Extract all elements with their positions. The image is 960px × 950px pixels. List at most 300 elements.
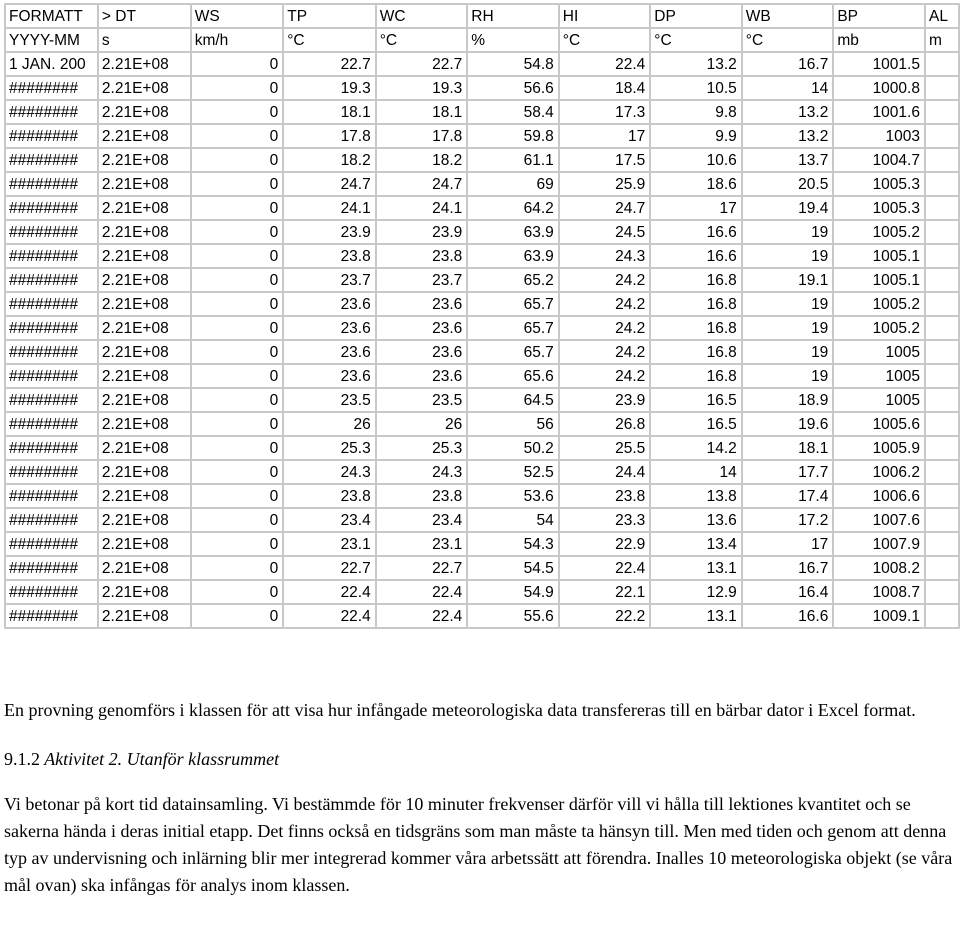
table-cell[interactable]: 0 <box>191 556 284 580</box>
table-cell[interactable]: 0 <box>191 124 284 148</box>
table-cell[interactable]: 23.6 <box>376 292 468 316</box>
table-cell[interactable]: 2.21E+08 <box>98 100 191 124</box>
table-cell[interactable]: 24.2 <box>559 364 651 388</box>
table-row <box>5 172 959 196</box>
table-cell[interactable]: 0 <box>191 148 284 172</box>
header-cell[interactable]: WC <box>376 4 468 28</box>
table-cell[interactable]: 55.6 <box>467 604 559 628</box>
table-cell[interactable]: 19 <box>742 220 834 244</box>
table-cell[interactable]: ######## <box>5 484 98 508</box>
table-cell[interactable] <box>925 412 959 436</box>
table-cell[interactable]: 17.2 <box>742 508 834 532</box>
table-cell[interactable]: 0 <box>191 604 284 628</box>
table-cell[interactable]: 23.8 <box>376 484 468 508</box>
table-cell[interactable]: 1000.8 <box>833 76 925 100</box>
header-cell[interactable]: BP <box>833 4 925 28</box>
table-cell[interactable]: ######## <box>5 508 98 532</box>
table-cell[interactable]: ######## <box>5 388 98 412</box>
table-cell[interactable]: 0 <box>191 436 284 460</box>
table-cell[interactable]: 58.4 <box>467 100 559 124</box>
table-cell[interactable] <box>925 196 959 220</box>
table-cell[interactable]: 13.1 <box>650 604 742 628</box>
table-cell[interactable]: 9.9 <box>650 124 742 148</box>
table-cell[interactable]: 1005.2 <box>833 292 925 316</box>
table-cell[interactable] <box>925 484 959 508</box>
table-cell[interactable]: 25.3 <box>283 436 376 460</box>
table-cell[interactable]: 13.4 <box>650 532 742 556</box>
table-cell[interactable]: 64.2 <box>467 196 559 220</box>
table-cell[interactable]: 1 JAN. 200 <box>5 52 98 76</box>
table-cell[interactable]: 0 <box>191 388 284 412</box>
table-cell[interactable]: 18.2 <box>283 148 376 172</box>
table-cell[interactable]: 22.1 <box>559 580 651 604</box>
table-cell[interactable] <box>925 436 959 460</box>
table-cell[interactable]: 1005 <box>833 364 925 388</box>
table-cell[interactable]: 22.4 <box>376 604 468 628</box>
table-cell[interactable]: ######## <box>5 100 98 124</box>
table-cell[interactable]: ######## <box>5 436 98 460</box>
table-cell[interactable]: 17 <box>742 532 834 556</box>
table-cell[interactable]: 1005.6 <box>833 412 925 436</box>
header-cell[interactable]: km/h <box>191 28 284 52</box>
table-cell[interactable]: 56 <box>467 412 559 436</box>
table-cell[interactable]: 64.5 <box>467 388 559 412</box>
table-cell[interactable]: 24.2 <box>559 316 651 340</box>
table-cell[interactable]: 59.8 <box>467 124 559 148</box>
table-cell[interactable]: 54.5 <box>467 556 559 580</box>
header-cell[interactable]: m <box>925 28 959 52</box>
table-cell[interactable] <box>925 220 959 244</box>
table-cell[interactable]: 1008.2 <box>833 556 925 580</box>
table-cell[interactable]: 24.7 <box>376 172 468 196</box>
table-cell[interactable]: 2.21E+08 <box>98 436 191 460</box>
table-cell[interactable]: 13.2 <box>742 124 834 148</box>
table-cell[interactable]: 23.8 <box>283 484 376 508</box>
table-cell[interactable]: 2.21E+08 <box>98 292 191 316</box>
table-cell[interactable]: 17 <box>559 124 651 148</box>
table-cell[interactable]: ######## <box>5 220 98 244</box>
table-cell[interactable] <box>925 148 959 172</box>
table-cell[interactable]: 19 <box>742 292 834 316</box>
table-cell[interactable]: 16.8 <box>650 268 742 292</box>
table-cell[interactable]: 18.1 <box>283 100 376 124</box>
table-cell[interactable]: 23.6 <box>283 364 376 388</box>
table-cell[interactable] <box>925 364 959 388</box>
table-cell[interactable] <box>925 172 959 196</box>
table-cell[interactable]: 1008.7 <box>833 580 925 604</box>
table-cell[interactable]: 16.5 <box>650 388 742 412</box>
table-cell[interactable]: 1005.3 <box>833 172 925 196</box>
table-cell[interactable]: 13.2 <box>650 52 742 76</box>
table-cell[interactable]: 24.7 <box>283 172 376 196</box>
table-cell[interactable]: 1005.2 <box>833 316 925 340</box>
table-cell[interactable] <box>925 124 959 148</box>
table-cell[interactable]: 0 <box>191 412 284 436</box>
table-cell[interactable]: 26 <box>376 412 468 436</box>
header-cell[interactable]: YYYY-MM <box>5 28 98 52</box>
table-cell[interactable]: 24.5 <box>559 220 651 244</box>
table-cell[interactable]: 18.1 <box>742 436 834 460</box>
table-cell[interactable]: 0 <box>191 76 284 100</box>
table-cell[interactable]: 2.21E+08 <box>98 52 191 76</box>
table-cell[interactable]: 1005.3 <box>833 196 925 220</box>
table-cell[interactable]: 16.7 <box>742 556 834 580</box>
table-cell[interactable] <box>925 268 959 292</box>
table-cell[interactable]: 65.7 <box>467 292 559 316</box>
table-cell[interactable]: 54.3 <box>467 532 559 556</box>
table-cell[interactable]: 61.1 <box>467 148 559 172</box>
table-cell[interactable]: 2.21E+08 <box>98 532 191 556</box>
table-cell[interactable]: 23.8 <box>283 244 376 268</box>
header-cell[interactable]: °C <box>650 28 742 52</box>
table-cell[interactable]: 1005.9 <box>833 436 925 460</box>
table-cell[interactable]: ######## <box>5 556 98 580</box>
table-row <box>5 76 959 100</box>
table-cell[interactable]: ######## <box>5 292 98 316</box>
table-cell[interactable]: 2.21E+08 <box>98 388 191 412</box>
table-cell[interactable]: 22.9 <box>559 532 651 556</box>
header-cell[interactable]: °C <box>376 28 468 52</box>
table-cell[interactable]: 0 <box>191 532 284 556</box>
table-cell[interactable]: ######## <box>5 172 98 196</box>
table-cell[interactable]: 24.7 <box>559 196 651 220</box>
table-cell[interactable]: 65.2 <box>467 268 559 292</box>
table-cell[interactable]: 14 <box>742 76 834 100</box>
table-cell[interactable]: ######## <box>5 76 98 100</box>
table-cell[interactable]: 2.21E+08 <box>98 484 191 508</box>
table-cell[interactable]: 19.4 <box>742 196 834 220</box>
table-row <box>5 340 959 364</box>
header-cell[interactable]: FORMATT <box>5 4 98 28</box>
table-cell[interactable] <box>925 556 959 580</box>
table-cell[interactable]: 1001.6 <box>833 100 925 124</box>
table-cell[interactable]: 65.7 <box>467 340 559 364</box>
table-cell[interactable]: 23.7 <box>283 268 376 292</box>
table-cell[interactable]: 1005 <box>833 388 925 412</box>
table-cell[interactable] <box>925 532 959 556</box>
table-cell[interactable]: 19 <box>742 364 834 388</box>
table-cell[interactable] <box>925 388 959 412</box>
table-cell[interactable]: 16.6 <box>650 244 742 268</box>
table-cell[interactable]: 1001.5 <box>833 52 925 76</box>
table-cell[interactable]: 10.5 <box>650 76 742 100</box>
table-cell[interactable]: 23.1 <box>283 532 376 556</box>
table-cell[interactable]: 2.21E+08 <box>98 340 191 364</box>
table-cell[interactable] <box>925 100 959 124</box>
header-cell[interactable]: % <box>467 28 559 52</box>
table-cell[interactable]: 69 <box>467 172 559 196</box>
table-cell[interactable]: 2.21E+08 <box>98 172 191 196</box>
header-cell[interactable]: °C <box>742 28 834 52</box>
table-cell[interactable]: 0 <box>191 52 284 76</box>
table-cell[interactable] <box>925 316 959 340</box>
table-cell[interactable] <box>925 76 959 100</box>
table-cell[interactable]: 2.21E+08 <box>98 604 191 628</box>
header-cell[interactable]: WB <box>742 4 834 28</box>
table-cell[interactable]: 23.6 <box>376 316 468 340</box>
table-cell[interactable]: 2.21E+08 <box>98 556 191 580</box>
table-cell[interactable] <box>925 460 959 484</box>
table-cell[interactable]: 19 <box>742 316 834 340</box>
table-cell[interactable]: 17.7 <box>742 460 834 484</box>
table-cell[interactable]: 23.6 <box>376 364 468 388</box>
table-cell[interactable]: ######## <box>5 532 98 556</box>
table-cell[interactable]: 52.5 <box>467 460 559 484</box>
table-cell[interactable]: 23.6 <box>376 340 468 364</box>
table-cell[interactable]: 0 <box>191 196 284 220</box>
table-cell[interactable]: 1004.7 <box>833 148 925 172</box>
table-cell[interactable]: 23.5 <box>376 388 468 412</box>
table-cell[interactable]: 14 <box>650 460 742 484</box>
table-cell[interactable]: 1007.6 <box>833 508 925 532</box>
table-cell[interactable]: 13.2 <box>742 100 834 124</box>
table-cell[interactable]: 56.6 <box>467 76 559 100</box>
table-cell[interactable]: 1005.2 <box>833 220 925 244</box>
table-cell[interactable]: 16.5 <box>650 412 742 436</box>
table-cell[interactable]: 25.5 <box>559 436 651 460</box>
table-cell[interactable]: ######## <box>5 124 98 148</box>
table-cell[interactable]: 54.8 <box>467 52 559 76</box>
table-cell[interactable] <box>925 340 959 364</box>
table-cell[interactable]: ######## <box>5 364 98 388</box>
table-cell[interactable]: 63.9 <box>467 220 559 244</box>
table-cell[interactable]: 2.21E+08 <box>98 124 191 148</box>
table-cell[interactable]: 0 <box>191 580 284 604</box>
table-cell[interactable]: 16.8 <box>650 340 742 364</box>
table-cell[interactable] <box>925 580 959 604</box>
table-cell[interactable]: 18.4 <box>559 76 651 100</box>
table-cell[interactable]: 0 <box>191 460 284 484</box>
table-cell[interactable]: 50.2 <box>467 436 559 460</box>
table-cell[interactable]: 18.6 <box>650 172 742 196</box>
table-cell[interactable]: 65.6 <box>467 364 559 388</box>
table-cell[interactable]: 2.21E+08 <box>98 412 191 436</box>
table-cell[interactable]: 0 <box>191 220 284 244</box>
table-cell[interactable]: 17.4 <box>742 484 834 508</box>
table-cell[interactable]: 24.2 <box>559 268 651 292</box>
table-cell[interactable] <box>925 292 959 316</box>
table-cell[interactable]: 23.1 <box>376 532 468 556</box>
table-cell[interactable]: 1003 <box>833 124 925 148</box>
table-cell[interactable]: 18.1 <box>376 100 468 124</box>
table-cell[interactable]: 16.8 <box>650 292 742 316</box>
table-cell[interactable]: 0 <box>191 484 284 508</box>
table-cell[interactable]: 0 <box>191 100 284 124</box>
table-cell[interactable]: 24.4 <box>559 460 651 484</box>
table-cell[interactable]: 0 <box>191 244 284 268</box>
table-cell[interactable]: 54.9 <box>467 580 559 604</box>
table-cell[interactable]: 2.21E+08 <box>98 76 191 100</box>
header-cell[interactable]: °C <box>283 28 376 52</box>
section-title: Aktivitet 2. Utanför klassrummet <box>44 749 280 769</box>
table-cell[interactable] <box>925 52 959 76</box>
table-cell[interactable]: 16.4 <box>742 580 834 604</box>
table-cell[interactable]: 2.21E+08 <box>98 268 191 292</box>
table-cell[interactable]: 17.8 <box>376 124 468 148</box>
table-cell[interactable]: 22.7 <box>376 556 468 580</box>
table-cell[interactable]: 23.6 <box>283 292 376 316</box>
table-cell[interactable]: 9.8 <box>650 100 742 124</box>
header-cell[interactable]: DP <box>650 4 742 28</box>
table-cell[interactable]: 14.2 <box>650 436 742 460</box>
table-row <box>5 412 959 436</box>
table-cell[interactable]: 26 <box>283 412 376 436</box>
header-cell[interactable]: > DT <box>98 4 191 28</box>
intro-paragraph: En provning genomförs i klassen för att visa hur infångade meteorologiska data transfereras till en bärbar dator i Excel format. <box>4 700 916 720</box>
table-cell[interactable]: 0 <box>191 268 284 292</box>
table-cell[interactable]: 26.8 <box>559 412 651 436</box>
table-cell[interactable]: 1006.6 <box>833 484 925 508</box>
table-cell[interactable]: ######## <box>5 316 98 340</box>
table-cell[interactable]: 2.21E+08 <box>98 316 191 340</box>
table-cell[interactable]: 1005.1 <box>833 244 925 268</box>
header-row <box>5 28 959 52</box>
weather-data-table <box>4 3 960 629</box>
header-cell[interactable]: WS <box>191 4 284 28</box>
table-cell[interactable]: 22.4 <box>283 580 376 604</box>
table-cell[interactable]: 10.6 <box>650 148 742 172</box>
table-cell[interactable]: 24.3 <box>559 244 651 268</box>
table-cell[interactable]: 23.9 <box>283 220 376 244</box>
header-cell[interactable]: mb <box>833 28 925 52</box>
table-cell[interactable]: 19.1 <box>742 268 834 292</box>
table-cell[interactable]: 2.21E+08 <box>98 460 191 484</box>
table-cell[interactable]: 19 <box>742 340 834 364</box>
table-cell[interactable]: ######## <box>5 268 98 292</box>
table-cell[interactable]: 23.6 <box>283 340 376 364</box>
section-number: 9.1.2 <box>4 749 40 769</box>
table-cell[interactable]: 22.4 <box>376 580 468 604</box>
table-cell[interactable]: ######## <box>5 460 98 484</box>
table-cell[interactable]: 22.2 <box>559 604 651 628</box>
table-cell[interactable]: 24.1 <box>283 196 376 220</box>
table-cell[interactable]: 22.4 <box>559 52 651 76</box>
header-cell[interactable]: RH <box>467 4 559 28</box>
table-cell[interactable]: 17.5 <box>559 148 651 172</box>
table-row <box>5 580 959 604</box>
table-cell[interactable]: 12.9 <box>650 580 742 604</box>
table-cell[interactable]: 13.7 <box>742 148 834 172</box>
table-cell[interactable]: 63.9 <box>467 244 559 268</box>
header-cell[interactable]: HI <box>559 4 651 28</box>
table-cell[interactable]: 24.2 <box>559 340 651 364</box>
table-cell[interactable]: 2.21E+08 <box>98 580 191 604</box>
table-cell[interactable]: 24.1 <box>376 196 468 220</box>
table-cell[interactable]: 19 <box>742 244 834 268</box>
table-cell[interactable]: 24.3 <box>283 460 376 484</box>
table-cell[interactable]: 25.9 <box>559 172 651 196</box>
table-row <box>5 532 959 556</box>
table-cell[interactable]: 23.7 <box>376 268 468 292</box>
header-cell[interactable]: °C <box>559 28 651 52</box>
table-cell[interactable]: ######## <box>5 244 98 268</box>
table-cell[interactable]: 53.6 <box>467 484 559 508</box>
table-cell[interactable]: 23.9 <box>559 388 651 412</box>
table-cell[interactable]: 2.21E+08 <box>98 220 191 244</box>
table-cell[interactable]: 23.8 <box>376 244 468 268</box>
table-cell[interactable]: ######## <box>5 412 98 436</box>
table-cell[interactable]: 23.6 <box>283 316 376 340</box>
table-row <box>5 148 959 172</box>
table-cell[interactable]: 0 <box>191 340 284 364</box>
table-cell[interactable] <box>925 508 959 532</box>
table-cell[interactable]: 2.21E+08 <box>98 508 191 532</box>
table-cell[interactable]: 16.8 <box>650 316 742 340</box>
table-cell[interactable]: 2.21E+08 <box>98 196 191 220</box>
table-cell[interactable]: 19.3 <box>376 76 468 100</box>
table-cell[interactable]: ######## <box>5 148 98 172</box>
table-cell[interactable]: 23.3 <box>559 508 651 532</box>
table-cell[interactable]: 0 <box>191 316 284 340</box>
table-cell[interactable]: 1005 <box>833 340 925 364</box>
table-cell[interactable]: 22.4 <box>283 604 376 628</box>
table-cell[interactable]: 19.6 <box>742 412 834 436</box>
table-cell[interactable]: 1006.2 <box>833 460 925 484</box>
table-cell[interactable]: 2.21E+08 <box>98 148 191 172</box>
table-cell[interactable]: ######## <box>5 604 98 628</box>
table-cell[interactable]: 65.7 <box>467 316 559 340</box>
table-cell[interactable]: 0 <box>191 172 284 196</box>
header-cell[interactable]: AL <box>925 4 959 28</box>
table-cell[interactable]: 22.7 <box>283 52 376 76</box>
table-cell[interactable]: 24.3 <box>376 460 468 484</box>
table-cell[interactable]: 2.21E+08 <box>98 244 191 268</box>
table-row <box>5 124 959 148</box>
table-cell[interactable]: 13.6 <box>650 508 742 532</box>
table-cell[interactable]: 23.8 <box>559 484 651 508</box>
table-cell[interactable]: 0 <box>191 364 284 388</box>
table-cell[interactable]: 1009.1 <box>833 604 925 628</box>
header-cell[interactable]: s <box>98 28 191 52</box>
table-cell[interactable]: 25.3 <box>376 436 468 460</box>
header-cell[interactable]: TP <box>283 4 376 28</box>
table-cell[interactable]: 23.4 <box>283 508 376 532</box>
table-cell[interactable]: 0 <box>191 292 284 316</box>
table-row <box>5 436 959 460</box>
table-cell[interactable]: 22.4 <box>559 556 651 580</box>
table-cell[interactable]: 16.7 <box>742 52 834 76</box>
table-cell[interactable]: 20.5 <box>742 172 834 196</box>
table-cell[interactable]: 18.9 <box>742 388 834 412</box>
table-cell[interactable]: 1005.1 <box>833 268 925 292</box>
table-cell[interactable]: 13.8 <box>650 484 742 508</box>
table-cell[interactable]: 17.8 <box>283 124 376 148</box>
table-cell[interactable]: 23.4 <box>376 508 468 532</box>
table-cell[interactable]: 16.8 <box>650 364 742 388</box>
table-cell[interactable]: ######## <box>5 580 98 604</box>
table-cell[interactable]: ######## <box>5 196 98 220</box>
table-cell[interactable]: 19.3 <box>283 76 376 100</box>
table-cell[interactable] <box>925 604 959 628</box>
table-cell[interactable]: 1007.9 <box>833 532 925 556</box>
table-cell[interactable]: 18.2 <box>376 148 468 172</box>
table-cell[interactable]: 22.7 <box>376 52 468 76</box>
table-cell[interactable]: 0 <box>191 508 284 532</box>
table-cell[interactable]: 16.6 <box>742 604 834 628</box>
table-cell[interactable]: 2.21E+08 <box>98 364 191 388</box>
table-cell[interactable]: 24.2 <box>559 292 651 316</box>
table-cell[interactable]: 22.7 <box>283 556 376 580</box>
table-cell[interactable]: 13.1 <box>650 556 742 580</box>
table-cell[interactable]: 16.6 <box>650 220 742 244</box>
table-cell[interactable]: 17.3 <box>559 100 651 124</box>
table-cell[interactable]: 17 <box>650 196 742 220</box>
table-cell[interactable]: 23.5 <box>283 388 376 412</box>
table-cell[interactable]: ######## <box>5 340 98 364</box>
table-cell[interactable] <box>925 244 959 268</box>
table-cell[interactable]: 23.9 <box>376 220 468 244</box>
table-cell[interactable]: 54 <box>467 508 559 532</box>
